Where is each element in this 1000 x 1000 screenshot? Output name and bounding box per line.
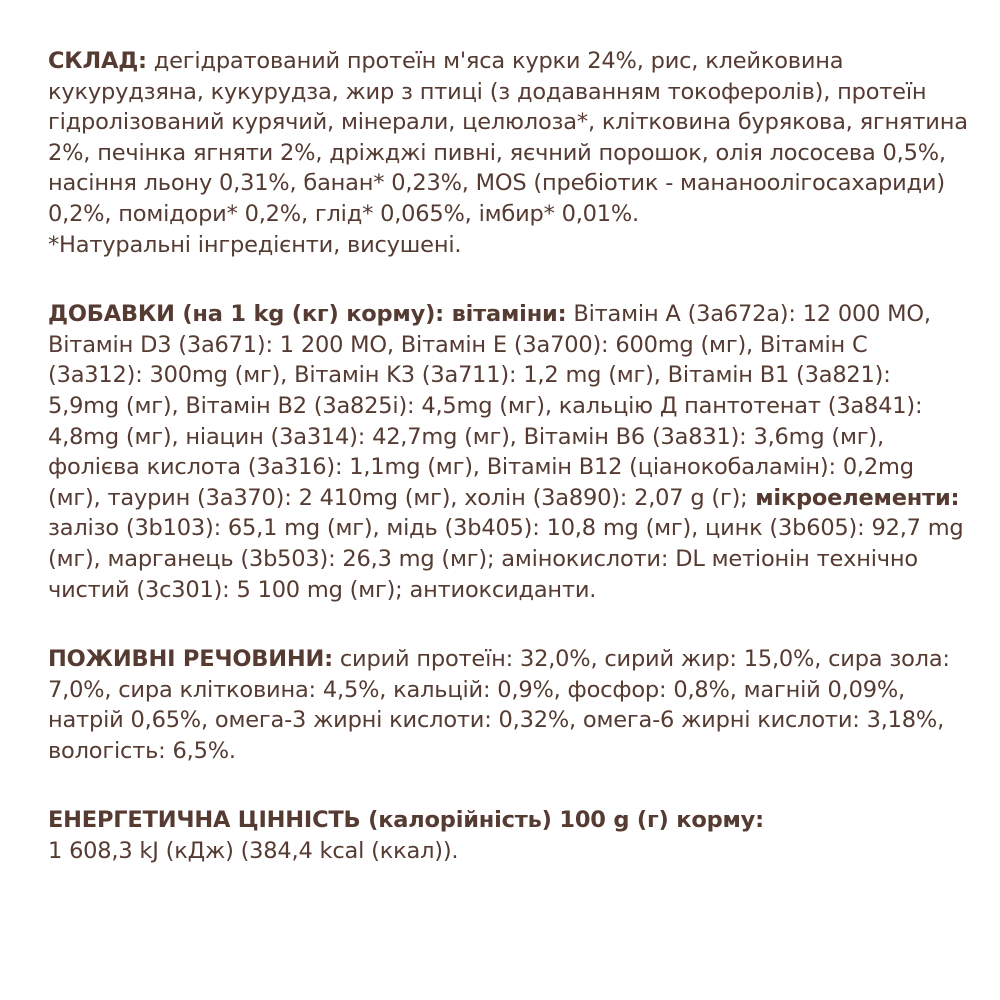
composition-heading: СКЛАД: (48, 48, 147, 74)
nutrients-heading: ПОЖИВНІ РЕЧОВИНИ: (48, 646, 333, 673)
vitamins-label: вітаміни: (443, 301, 567, 328)
energy-text: 1 608,3 kJ (кДж) (384,4 kcal (ккал)). (48, 838, 459, 865)
composition-section (48, 46, 968, 260)
nutrients-section (48, 644, 968, 766)
composition-footnote: *Натуральні інгредієнти, висушені. (48, 231, 462, 258)
nutrients-text: сирий протеїн: 32,0%, сирий жир: 15,0%, сира зола: 7,0%, сира клітковина: 4,5%, кальцій: 0,9%, фосфор: 0,8%, магній 0,09%, натрій 0,65%, омега-3 жирні кислоти: 0,32%, омега-6 жирні кислоти: 3,18%, вологість: 6,5%. (48, 646, 950, 764)
energy-section (48, 805, 968, 866)
label-document (48, 46, 968, 867)
microelements-text: залізо (3b103): 65,1 mg (мг), мідь (3b405): 10,8 mg (мг), цинк (3b605): 92,7 mg (мг), марганець (3b503): 26,3 mg (мг); амінокислоти: DL метіонін технічно чистий (3c301): 5 100 mg (мг); антиоксиданти. (48, 515, 964, 603)
additives-section (48, 299, 968, 605)
microelements-label: мікроелементи: (747, 484, 960, 511)
vitamins-text: Вітамін A (3a672a): 12 000 МО, Вітамін D3 (3a671): 1 200 МО, Вітамін E (3a700): 600mg (мг), Вітамін C (3a312): 300mg (мг), Вітамін K3 (3a711): 1,2 mg (мг), Вітамін B1 (3a821): 5,9mg (мг), Вітамін B2 (3a825i): 4,5mg (мг), кальцію Д пантотенат (3a841): 4,8mg (мг), ніацин (3a314): 42,7mg (мг), Вітамін B6 (3a831): 3,6mg (мг), фолієва кислота (3a316): 1,1mg (мг), Вітамін B12 (ціанокобаламін): 0,2mg (мг), таурин (3a370): 2 410mg (мг), холін (3a890): 2,07 g (г); (48, 301, 931, 511)
composition-text: дегідратований протеїн м'яса курки 24%, рис, клейковина кукурудзяна, кукурудза, жир з птиці (з додаванням токоферолів), протеїн гідролізований курячий, мінерали, целюлоза*, клітковина бурякова, ягнятина 2%, печінка ягняти 2%, дріжджі пивні, яєчний порошок, олія лососева 0,5%, насіння льону 0,31%, банан* 0,23%, MOS (пребіотик - мананоолігосахариди) 0,2%, помідори* 0,2%, глід* 0,065%, імбир* 0,01%. (48, 48, 968, 227)
energy-heading: ЕНЕРГЕТИЧНА ЦІННІСТЬ (калорійність) 100 g (г) корму: (48, 807, 764, 834)
additives-heading: ДОБАВКИ (на 1 kg (кг) корму): (48, 301, 444, 328)
